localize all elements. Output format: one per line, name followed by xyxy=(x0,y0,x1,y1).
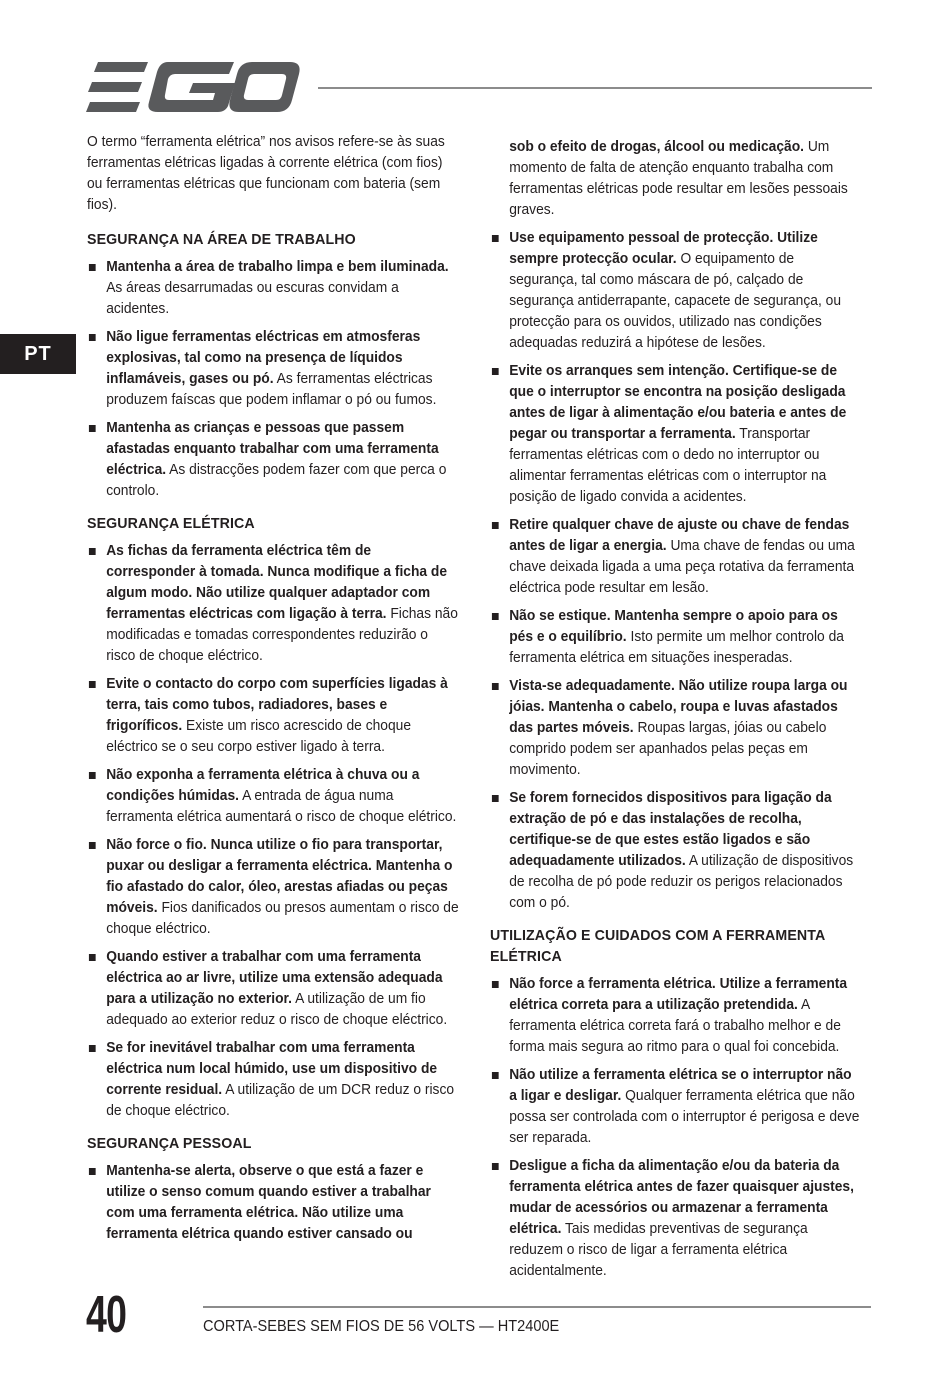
list-item: Mantenha-se alerta, observe o que está a fazer e utilize o senso comum quando estiver a trabalhar com uma ferramenta elétrica. Não utilize uma ferramenta elétrica quando estiver cansado ou xyxy=(87,1161,459,1245)
list-item: Evite o contacto do corpo com superfícies ligadas à terra, tais como tubos, radiadores, bases e frigoríficos. Existe um risco acrescido de choque eléctrico se o seu corpo estiver ligado à terra. xyxy=(87,674,459,758)
list-item: Se for inevitável trabalhar com uma ferramenta eléctrica num local húmido, use um dispositivo de corrente residual. A utilização de um DCR reduz o risco de choque eléctrico. xyxy=(87,1038,459,1122)
page-number: 40 xyxy=(86,1286,127,1344)
left-column xyxy=(87,132,459,1257)
bullet-icon xyxy=(89,1045,96,1052)
list-item: Não exponha a ferramenta elétrica à chuva ou a condições húmidas. A entrada de água numa ferramenta elétrica aumentará o risco de choque elétrico. xyxy=(87,765,459,828)
bullet-icon xyxy=(492,795,499,802)
list-item: Vista-se adequadamente. Não utilize roupa larga ou jóias. Mantenha o cabelo, roupa e luvas afastados das partes móveis. Roupas largas, jóias ou cabelo comprido podem ser apanhados pelas peças em movimento. xyxy=(490,676,862,781)
section-heading: SEGURANÇA NA ÁREA DE TRABALHO xyxy=(87,232,356,248)
bullet-icon xyxy=(89,681,96,688)
ego-logo xyxy=(86,62,300,114)
intro-paragraph: O termo “ferramenta elétrica” nos avisos refere-se às suas ferramentas elétricas ligadas à corrente elétrica (com fios) ou ferramentas elétricas que funcionam com bateria (sem fios). xyxy=(87,134,445,213)
section-personal xyxy=(87,1134,459,1245)
list-item: Mantenha as crianças e pessoas que passem afastadas enquanto trabalhar com uma ferramenta eléctrica. As distracções podem fazer com que perca o controlo. xyxy=(87,418,459,502)
list-item: As fichas da ferramenta eléctrica têm de corresponder à tomada. Nunca modifique a ficha de algum modo. Não utilize qualquer adaptador com ferramentas eléctricas com ligação à terra. Fichas não modificadas e tomadas correspondentes reduzirão o risco de choque eléctrico. xyxy=(87,541,459,667)
list-item: Retire qualquer chave de ajuste ou chave de fendas antes de ligar a energia. Uma chave de fendas ou uma chave deixada ligada a uma peça rotativa da ferramenta eléctrica pode resultar em lesão. xyxy=(490,515,862,599)
bullet-icon xyxy=(89,842,96,849)
footer-title: CORTA-SEBES SEM FIOS DE 56 VOLTS — HT2400E xyxy=(203,1318,560,1335)
list-item: Evite os arranques sem intenção. Certifique-se de que o interruptor se encontra na posição desligada antes de ligar à alimentação e/ou bateria e antes de pegar ou transportar a ferramenta. Transportar ferramentas elétricas com o dedo no interruptor ou alimentar ferramentas elétricas com o interruptor na posição de ligado convida a acidentes. xyxy=(490,361,862,508)
bullet-icon xyxy=(89,954,96,961)
list-item: Desligue a ficha da alimentação e/ou da bateria da ferramenta elétrica antes de fazer quaisquer ajustes, mudar de acessórios ou armazenar a ferramenta elétrica. Tais medidas preventivas de segurança reduzem o risco de ligar a ferramenta elétrica acidentalmente. xyxy=(490,1156,862,1282)
list-item: Não force a ferramenta elétrica. Utilize a ferramenta elétrica correta para a utilização pretendida. A ferramenta elétrica correta fará o trabalho melhor e de forma mais segura ao ritmo para o qual foi concebida. xyxy=(490,974,862,1058)
section-tool-use xyxy=(490,926,862,1282)
list-item: Use equipamento pessoal de protecção. Utilize sempre protecção ocular. O equipamento de segurança, tal como máscara de pó, calçado de segurança antiderrapante, capacete de segurança, ou protecção para os ouvidos, utilizado nas condições adequadas reduzirá a hipótese de lesões. xyxy=(490,228,862,354)
section-heading: SEGURANÇA PESSOAL xyxy=(87,1136,252,1152)
footer-rule xyxy=(203,1306,871,1308)
list-item: Não force o fio. Nunca utilize o fio para transportar, puxar ou desligar a ferramenta eléctrica. Mantenha o fio afastado do calor, óleo, arestas afiadas ou peças móveis. Fios danificados ou presos aumentam o risco de choque eléctrico. xyxy=(87,835,459,940)
bullet-icon xyxy=(492,522,499,529)
bullet-icon xyxy=(492,1163,499,1170)
language-tab: PT xyxy=(0,334,76,374)
bullet-icon xyxy=(89,334,96,341)
bullet-icon xyxy=(492,683,499,690)
personal-safety-list xyxy=(490,228,862,914)
bullet-icon xyxy=(89,772,96,779)
section-heading: UTILIZAÇÃO E CUIDADOS COM A FERRAMENTA ELÉTRICA xyxy=(490,928,825,965)
list-item: Não se estique. Mantenha sempre o apoio para os pés e o equilíbrio. Isto permite um melhor controlo da ferramenta elétrica em situações inesperadas. xyxy=(490,606,862,669)
section-electrical xyxy=(87,514,459,1122)
list-item: Se forem fornecidos dispositivos para ligação da extração de pó e das instalações de recolha, certifique-se de que estes estão ligados e são adequadamente utilizados. A utilização de dispositivos de recolha de pó pode reduzir os perigos relacionados com o pó. xyxy=(490,788,862,914)
list-item: Não ligue ferramentas eléctricas em atmosferas explosivas, tal como na presença de líquidos inflamáveis, gases ou pó. As ferramentas eléctricas produzem faíscas que podem inflamar o pó ou fumos. xyxy=(87,327,459,411)
bullet-icon xyxy=(89,548,96,555)
bullet-icon xyxy=(492,1072,499,1079)
section-work-area xyxy=(87,230,459,502)
continued-list-item: sob o efeito de drogas, álcool ou medicação. Um momento de falta de atenção enquanto trabalha com ferramentas elétricas pode resultar em lesões pessoais graves. xyxy=(509,139,848,218)
section-heading: SEGURANÇA ELÉTRICA xyxy=(87,516,255,532)
bullet-icon xyxy=(492,235,499,242)
bullet-icon xyxy=(492,981,499,988)
list-item: Quando estiver a trabalhar com uma ferramenta eléctrica ao ar livre, utilize uma extensão adequada para a utilização no exterior. A utilização de um fio adequado ao exterior reduz o risco de choque eléctrico. xyxy=(87,947,459,1031)
right-column xyxy=(490,137,862,1294)
list-item: Mantenha a área de trabalho limpa e bem iluminada. As áreas desarrumadas ou escuras convidam a acidentes. xyxy=(87,257,459,320)
list-item: Não utilize a ferramenta elétrica se o interruptor não a ligar e desligar. Qualquer ferramenta elétrica que não possa ser controlada com o interruptor é perigosa e deve ser reparada. xyxy=(490,1065,862,1149)
bullet-icon xyxy=(89,425,96,432)
bullet-icon xyxy=(89,264,96,271)
bullet-icon xyxy=(492,368,499,375)
bullet-icon xyxy=(492,613,499,620)
bullet-icon xyxy=(89,1168,96,1175)
header-rule xyxy=(318,87,872,89)
